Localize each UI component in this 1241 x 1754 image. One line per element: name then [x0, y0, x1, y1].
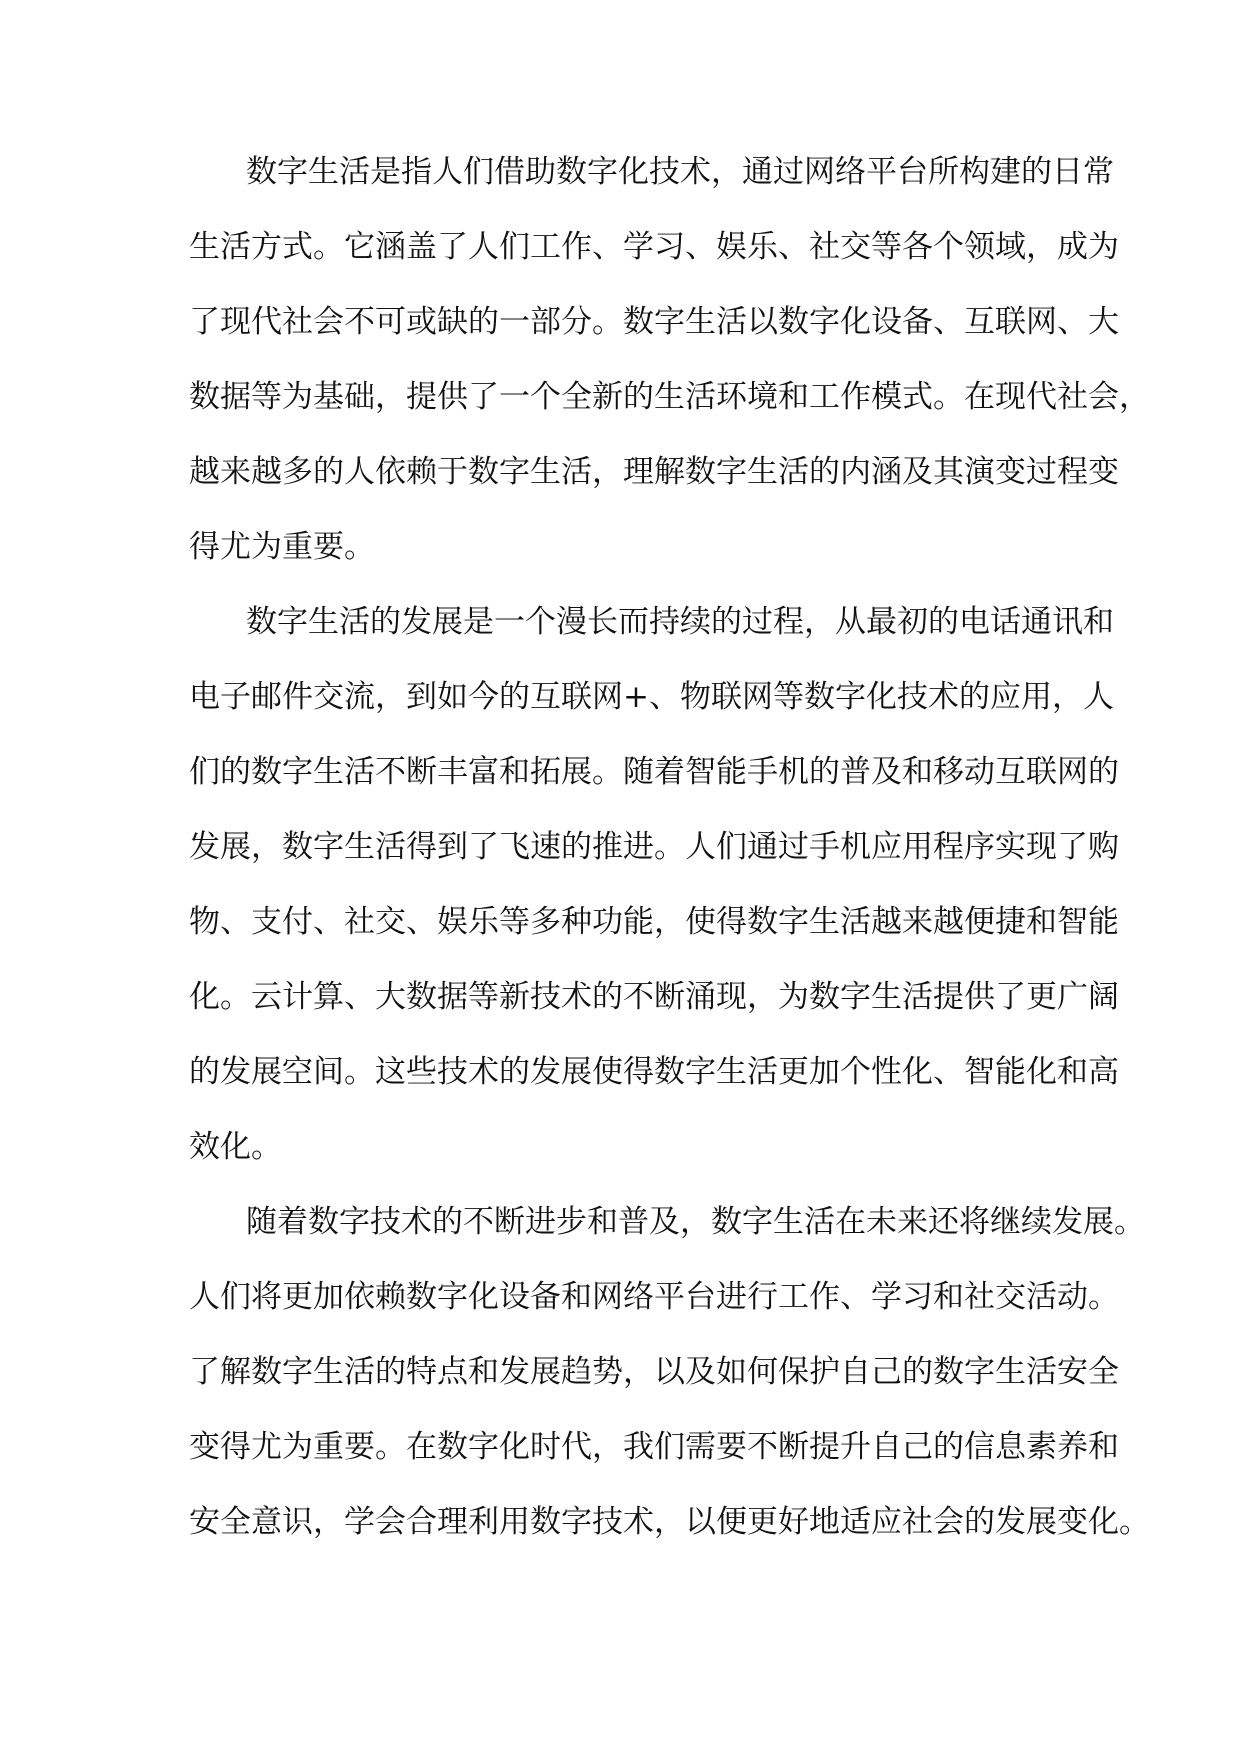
paragraph-2-line-2: 电子邮件交流，到如今的互联网+、物联网等数字化技术的应用，人 [189, 679, 1114, 715]
paragraph-1-line-5: 越来越多的人依赖于数字生活，理解数字生活的内涵及其演变过程变 [189, 454, 1119, 490]
paragraph-3-line-5: 安全意识，学会合理利用数字技术，以便更好地适应社会的发展变化。 [189, 1504, 1150, 1540]
paragraph-2-line-3: 们的数字生活不断丰富和拓展。随着智能手机的普及和移动互联网的 [189, 754, 1119, 790]
paragraph-2-line-7: 的发展空间。这些技术的发展使得数字生活更加个性化、智能化和高 [189, 1054, 1119, 1090]
body-text [189, 135, 1150, 1560]
paragraph-2-line-1: 数字生活的发展是一个漫长而持续的过程，从最初的电话通讯和 [246, 604, 1114, 640]
paragraph-2-line-8: 效化。 [189, 1129, 282, 1165]
paragraph-3-line-1: 随着数字技术的不断进步和普及，数字生活在未来还将继续发展。 [246, 1204, 1145, 1240]
paragraph-2-line-5: 物、支付、社交、娱乐等多种功能，使得数字生活越来越便捷和智能 [189, 904, 1119, 940]
paragraph-1-line-6: 得尤为重要。 [189, 529, 375, 565]
paragraph-1-line-3: 了现代社会不可或缺的一部分。数字生活以数字化设备、互联网、大 [189, 304, 1119, 340]
paragraph-2-line-4: 发展，数字生活得到了飞速的推进。人们通过手机应用程序实现了购 [189, 829, 1119, 865]
paragraph-1-line-4: 数据等为基础，提供了一个全新的生活环境和工作模式。在现代社会， [189, 379, 1150, 415]
paragraph-2-line-6: 化。云计算、大数据等新技术的不断涌现，为数字生活提供了更广阔 [189, 979, 1119, 1015]
paragraph-1-line-1: 数字生活是指人们借助数字化技术，通过网络平台所构建的日常 [246, 154, 1114, 190]
paragraph-3-line-3: 了解数字生活的特点和发展趋势，以及如何保护自己的数字生活安全 [189, 1354, 1119, 1390]
paragraph-3-line-4: 变得尤为重要。在数字化时代，我们需要不断提升自己的信息素养和 [189, 1429, 1119, 1465]
paragraph-1-line-2: 生活方式。它涵盖了人们工作、学习、娱乐、社交等各个领域，成为 [189, 229, 1119, 265]
paragraph-3-line-2: 人们将更加依赖数字化设备和网络平台进行工作、学习和社交活动。 [189, 1279, 1119, 1315]
